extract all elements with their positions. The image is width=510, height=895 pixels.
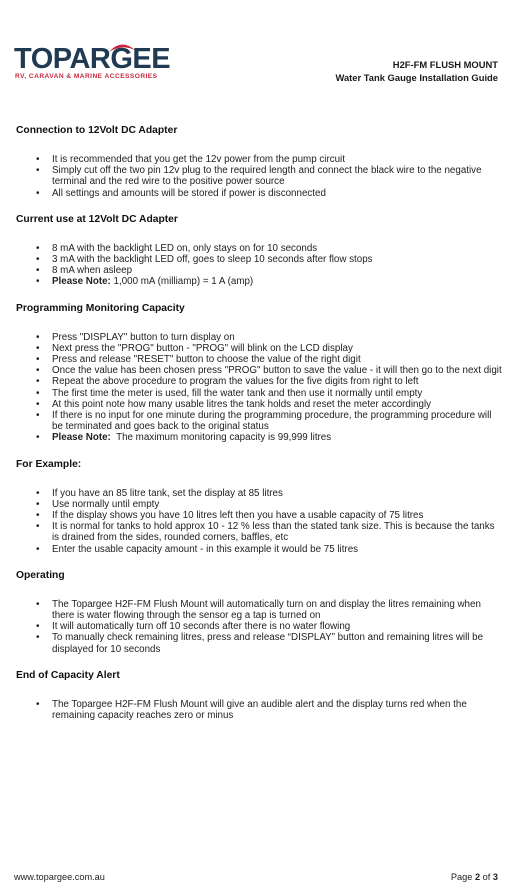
list-item: • Next press the "PROG" button - "PROG" will blink on the LCD display	[52, 343, 502, 354]
boomerang-icon	[107, 40, 137, 54]
note-prefix: Please Note:	[52, 276, 111, 288]
section-heading: For Example:	[16, 458, 82, 470]
list-item: • Press and release "RESET" button to choose the value of the right digit	[52, 354, 502, 365]
list-item: • The Topargee H2F-FM Flush Mount will give an audible alert and the display turns red when the remaining capacity reaches zero or minus	[52, 699, 502, 721]
section-heading: Connection to 12Volt DC Adapter	[16, 125, 178, 136]
page-header	[0, 0, 510, 100]
list-item: • If the display shows you have 10 litres left then you have a usable capacity of 75 litres	[52, 510, 502, 521]
logo-wordmark: TOPARGEE	[14, 43, 171, 75]
list-item: • It will automatically turn off 10 seconds after there is no water flowing	[52, 621, 502, 632]
note-prefix: Please Note:	[52, 432, 111, 444]
list-item: • 3 mA with the backlight LED off, goes to sleep 10 seconds after flow stops	[52, 254, 502, 265]
bullet-list	[52, 154, 502, 199]
section-heading: Operating	[16, 569, 65, 581]
list-item: • It is normal for tanks to hold approx 10 - 12 % less than the stated tank size. This is because the tanks is drained from the sides, rounded corners, baffles, etc	[52, 521, 502, 543]
list-item: • To manually check remaining litres, press and release “DISPLAY” button and remaining litres will be displayed for 10 seconds	[52, 632, 502, 654]
list-item: • If there is no input for one minute during the programming procedure, the programming procedure will be terminated and goes back to the original status	[52, 410, 502, 432]
section-end-of-capacity	[16, 669, 502, 721]
document-title	[335, 58, 498, 84]
list-item: • Simply cut off the two pin 12v plug to the required length and connect the black wire to the negative terminal and the red wire to the positive power source	[52, 165, 502, 187]
list-item: • Once the value has been chosen press "PROG" button to save the value - it will then go to the next digit	[52, 365, 502, 376]
section-heading: End of Capacity Alert	[16, 669, 120, 681]
section-connection	[16, 124, 502, 199]
list-item: • 8 mA with the backlight LED on, only stays on for 10 seconds	[52, 243, 502, 254]
document-title-line1: H2F-FM FLUSH MOUNT	[392, 59, 498, 70]
section-programming	[16, 302, 502, 444]
bullet-list	[52, 488, 502, 555]
document-body	[16, 124, 502, 721]
list-item: • At this point note how many usable litres the tank holds and reset the meter accordingly	[52, 399, 502, 410]
list-item: • 8 mA when asleep	[52, 265, 502, 276]
section-heading: Current use at 12Volt DC Adapter	[16, 213, 178, 225]
footer-page-number: Page 2 of 3	[450, 872, 498, 882]
footer-website: www.topargee.com.au	[14, 872, 105, 882]
list-item: • The first time the meter is used, fill the water tank and then use it normally until empty	[52, 388, 502, 399]
logo-tagline: RV, CARAVAN & MARINE ACCESSORIES	[15, 73, 158, 80]
list-item: • It is recommended that you get the 12v power from the pump circuit	[52, 154, 502, 165]
list-item: • Please Note: 1,000 mA (milliamp) = 1 A (amp)	[52, 276, 502, 287]
list-item: • Use normally until empty	[52, 499, 502, 510]
list-item: • Repeat the above procedure to program the values for the five digits from right to left	[52, 376, 502, 387]
bullet-list	[52, 599, 502, 655]
bullet-list	[52, 332, 502, 444]
list-item: • The Topargee H2F-FM Flush Mount will automatically turn on and display the litres remaining when there is water flowing through the sensor eg a tap is turned on	[52, 599, 502, 621]
list-item: • If you have an 85 litre tank, set the display at 85 litres	[52, 488, 502, 499]
document-title-line2: Water Tank Gauge Installation Guide	[335, 72, 498, 83]
list-item: • Enter the usable capacity amount - in this example it would be 75 litres	[52, 544, 502, 555]
list-item: • Press "DISPLAY" button to turn display on	[52, 332, 502, 343]
bullet-list	[52, 699, 502, 721]
section-current-use	[16, 213, 502, 288]
section-heading: Programming Monitoring Capacity	[16, 302, 185, 314]
section-example	[16, 458, 502, 555]
list-item: • All settings and amounts will be stored if power is disconnected	[52, 188, 502, 199]
list-item: • Please Note: The maximum monitoring capacity is 99,999 litres	[52, 432, 502, 443]
section-operating	[16, 569, 502, 655]
bullet-list	[52, 243, 502, 288]
